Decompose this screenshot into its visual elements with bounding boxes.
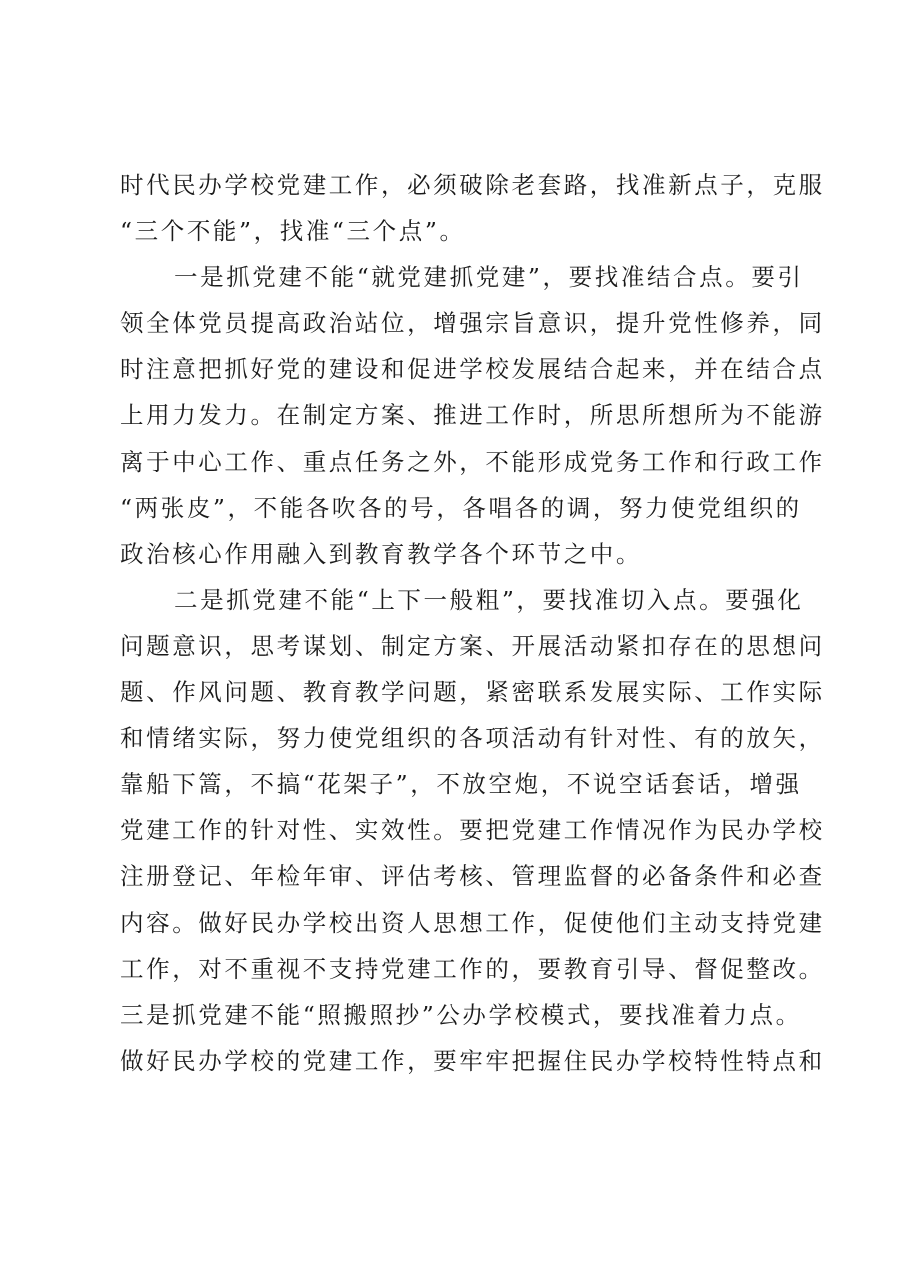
text-line: 和情绪实际，努力使党组织的各项活动有针对性、有的放矢， xyxy=(120,724,825,753)
text-line: “三个不能”，找准“三个点”。 xyxy=(120,217,466,246)
text-line: 时注意把抓好党的建设和促进学校发展结合起来，并在结合点 xyxy=(120,355,825,384)
text-line: 离于中心工作、重点任务之外，不能形成党务工作和行政工作 xyxy=(120,447,825,476)
text-line: 政治核心作用融入到教育教学各个环节之中。 xyxy=(120,539,642,568)
text-line: 内容。做好民办学校出资人思想工作，促使他们主动支持党建 xyxy=(120,908,825,937)
text-line: “两张皮”，不能各吹各的号，各唱各的调，努力使党组织的 xyxy=(120,493,802,522)
text-line: 靠船下篙，不搞“花架子”，不放空炮，不说空话套话，增强 xyxy=(120,770,802,799)
text-line: 题、作风问题、教育教学问题，紧密联系发展实际、工作实际 xyxy=(120,678,825,707)
text-line: 领全体党员提高政治站位，增强宗旨意识，提升党性修养，同 xyxy=(120,309,825,338)
paragraph-first-line: 二是抓党建不能“上下一般粗”，要找准切入点。要强化 xyxy=(174,585,804,614)
text-line: 做好民办学校的党建工作，要牢牢把握住民办学校特性特点和 xyxy=(120,1046,825,1075)
text-line: 工作，对不重视不支持党建工作的，要教育引导、督促整改。 xyxy=(120,954,825,983)
text-line: 问题意识，思考谋划、制定方案、开展活动紧扣存在的思想问 xyxy=(120,631,825,660)
text-line: 三是抓党建不能“照搬照抄”公办学校模式，要找准着力点。 xyxy=(120,1000,802,1029)
paragraph-first-line: 一是抓党建不能“就党建抓党建”，要找准结合点。要引 xyxy=(174,263,804,292)
text-line: 党建工作的针对性、实效性。要把党建工作情况作为民办学校 xyxy=(120,816,825,845)
text-line: 时代民办学校党建工作，必须破除老套路，找准新点子，克服 xyxy=(120,171,825,199)
text-line: 注册登记、年检年审、评估考核、管理监督的必备条件和必查 xyxy=(120,862,825,891)
text-line: 上用力发力。在制定方案、推进工作时，所思所想所为不能游 xyxy=(120,401,825,430)
body-text xyxy=(120,162,825,1084)
